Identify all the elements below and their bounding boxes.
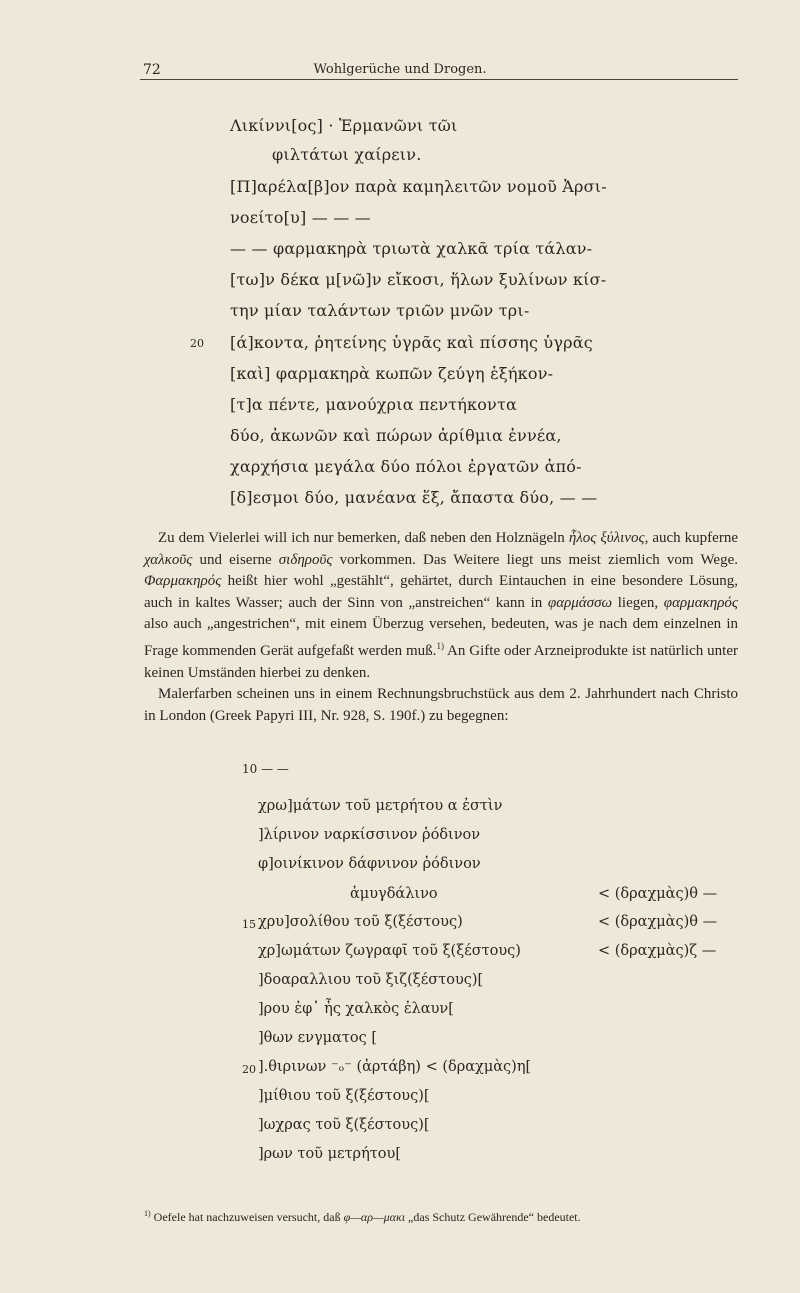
fragment-line: ]δοαραλλιου τοῦ ξιζ(ξέστους)[	[258, 972, 484, 988]
page-number: 72	[143, 62, 161, 78]
line-number: 15	[242, 918, 256, 931]
fragment-line: ]λίρινον ναρκίσσινον ῥόδινον	[258, 827, 481, 843]
fragment-line: 10 — —	[242, 762, 289, 776]
greek-line: [δ]εσμοι δύο, μανέανα ἕξ, ἄπαστα δύο, — —	[230, 488, 598, 507]
running-title: Wohlgerüche und Drogen.	[313, 62, 487, 77]
greek-line: δύο, ἀκωνῶν καὶ πώρων ἀρίθμια ἐννέα,	[230, 426, 562, 445]
drachma-amount: < (δραχμὰς)θ —	[598, 886, 718, 902]
greek-term: φαρμάσσω	[547, 594, 613, 611]
fragment-line: φ]οινίκινον δάφνινον ῥόδινον	[258, 856, 481, 872]
text-run: vorkommen. Das Weitere liegt uns meist ziemlich vom Wege.	[332, 551, 738, 568]
text-run: also auch „angestrichen“, mit einem Überzug versehen, bedeuten, was je nach dem einzelnen in Frage kommenden Gerät aufgefaßt werden muß.	[144, 616, 738, 659]
header-rule	[140, 79, 738, 80]
fragment-line: χρυ]σολίθου τοῦ ξ(ξέστους)	[258, 914, 463, 930]
drachma-amount: < (δραχμὰς)ζ —	[598, 943, 717, 959]
line-number: 20	[190, 337, 204, 350]
greek-term: φ—αρ—μακι	[343, 1210, 406, 1224]
footnote-marker: 1)	[144, 1209, 151, 1218]
fragment-line: ἀμυγδάλινο	[350, 886, 438, 902]
text-run: „das Schutz Gewährende“ bedeutet.	[405, 1210, 581, 1224]
fragment-line: ].θιρινων ⁻ₒ⁻ (ἀρτάβη) < (δραχμὰς)η[	[258, 1059, 532, 1075]
greek-line: [τω]ν δέκα μ[νῶ]ν εἴκοσι, ἥλων ξυλίνων κίσ-	[230, 270, 607, 289]
greek-line: [τ]α πέντε, μανούχρια πεντήκοντα	[230, 395, 518, 414]
greek-term: Φαρμακηρός	[144, 573, 222, 590]
greek-line: [Π]αρέλα[β]ον παρὰ καμηλειτῶν νομοῦ Ἀρσι-	[230, 177, 607, 196]
fragment-line: χρ]ωμάτων ζωγραφῖ τοῦ ξ(ξέστους)	[258, 943, 521, 959]
greek-line: χαρχήσια μεγάλα δύο πόλοι ἐργατῶν ἀπό-	[230, 457, 582, 476]
fragment-line: ]ρου ἐφ᾽ ἧς χαλκὸς ἐλαυν[	[258, 1001, 454, 1017]
greek-term: φαρμακηρός	[663, 594, 738, 611]
greek-term: σιδηροῦς	[278, 551, 333, 568]
greek-line: την μίαν ταλάντων τριῶν μνῶν τρι-	[230, 301, 530, 320]
fragment-line: ]μίθιου τοῦ ξ(ξέστους)[	[258, 1088, 430, 1104]
greek-line: νοείτο[υ] — — —	[230, 208, 371, 227]
fragment-line: χρω]μάτων τοῦ μετρήτου α ἐστὶν	[258, 798, 503, 814]
text-run: An Gifte oder Arzneiprodukte ist natürlich unter keinen Umständen hierbei zu denken.	[144, 642, 738, 681]
greek-line: Λικίννι[ος] · Ἑρμανῶνι τῶι	[230, 116, 458, 135]
text-run: Oefele hat nachzuweisen versucht, daß	[150, 1210, 344, 1224]
text-run: , auch kupferne	[644, 530, 738, 546]
paragraph	[144, 528, 738, 684]
footnote	[144, 1209, 581, 1225]
greek-line: [ά]κοντα, ῥητείνης ὑγρᾶς καὶ πίσσης ὑγρᾶς	[230, 333, 593, 352]
greek-line: — — φαρμακηρὰ τριωτὰ χαλκᾶ τρία τάλαν-	[230, 239, 593, 258]
text-run: Zu dem Vielerlei will ich nur bemerken, daß neben den Holznägeln	[158, 530, 569, 546]
paragraph: Malerfarben scheinen uns in einem Rechnungsbruchstück aus dem 2. Jahrhundert nach Christo in London (Greek Papyri III, Nr. 928, S. 190f.) zu begegnen:	[144, 686, 738, 724]
greek-line: φιλτάτωι χαίρειν.	[272, 145, 422, 164]
line-number: 20	[242, 1063, 256, 1076]
fragment-line: ]ωχρας τοῦ ξ(ξέστους)[	[258, 1117, 430, 1133]
footnote-reference[interactable]: 1)	[436, 640, 444, 651]
greek-term: χαλκοῦς	[144, 551, 193, 568]
fragment-line: ]ρων τοῦ μετρήτου[	[258, 1146, 401, 1162]
drachma-amount: < (δραχμὰς)θ —	[598, 914, 718, 930]
text-run: liegen,	[612, 594, 664, 611]
text-run: heißt hier wohl „gestählt“, gehärtet, durch Eintauchen in eine besondere Lösung, auch in kaltes Wasser; auch der Sinn von „anstreichen“ kann in	[144, 573, 738, 611]
fragment-line: ]θων ενγματος [	[258, 1030, 377, 1046]
greek-term: ἧλος ξύλινος	[568, 530, 645, 546]
greek-line: [καὶ] φαρμακηρὰ κωπῶν ζεύγη ἑξήκον-	[230, 364, 554, 383]
text-run: und eiserne	[192, 551, 279, 568]
body-text	[144, 528, 738, 727]
